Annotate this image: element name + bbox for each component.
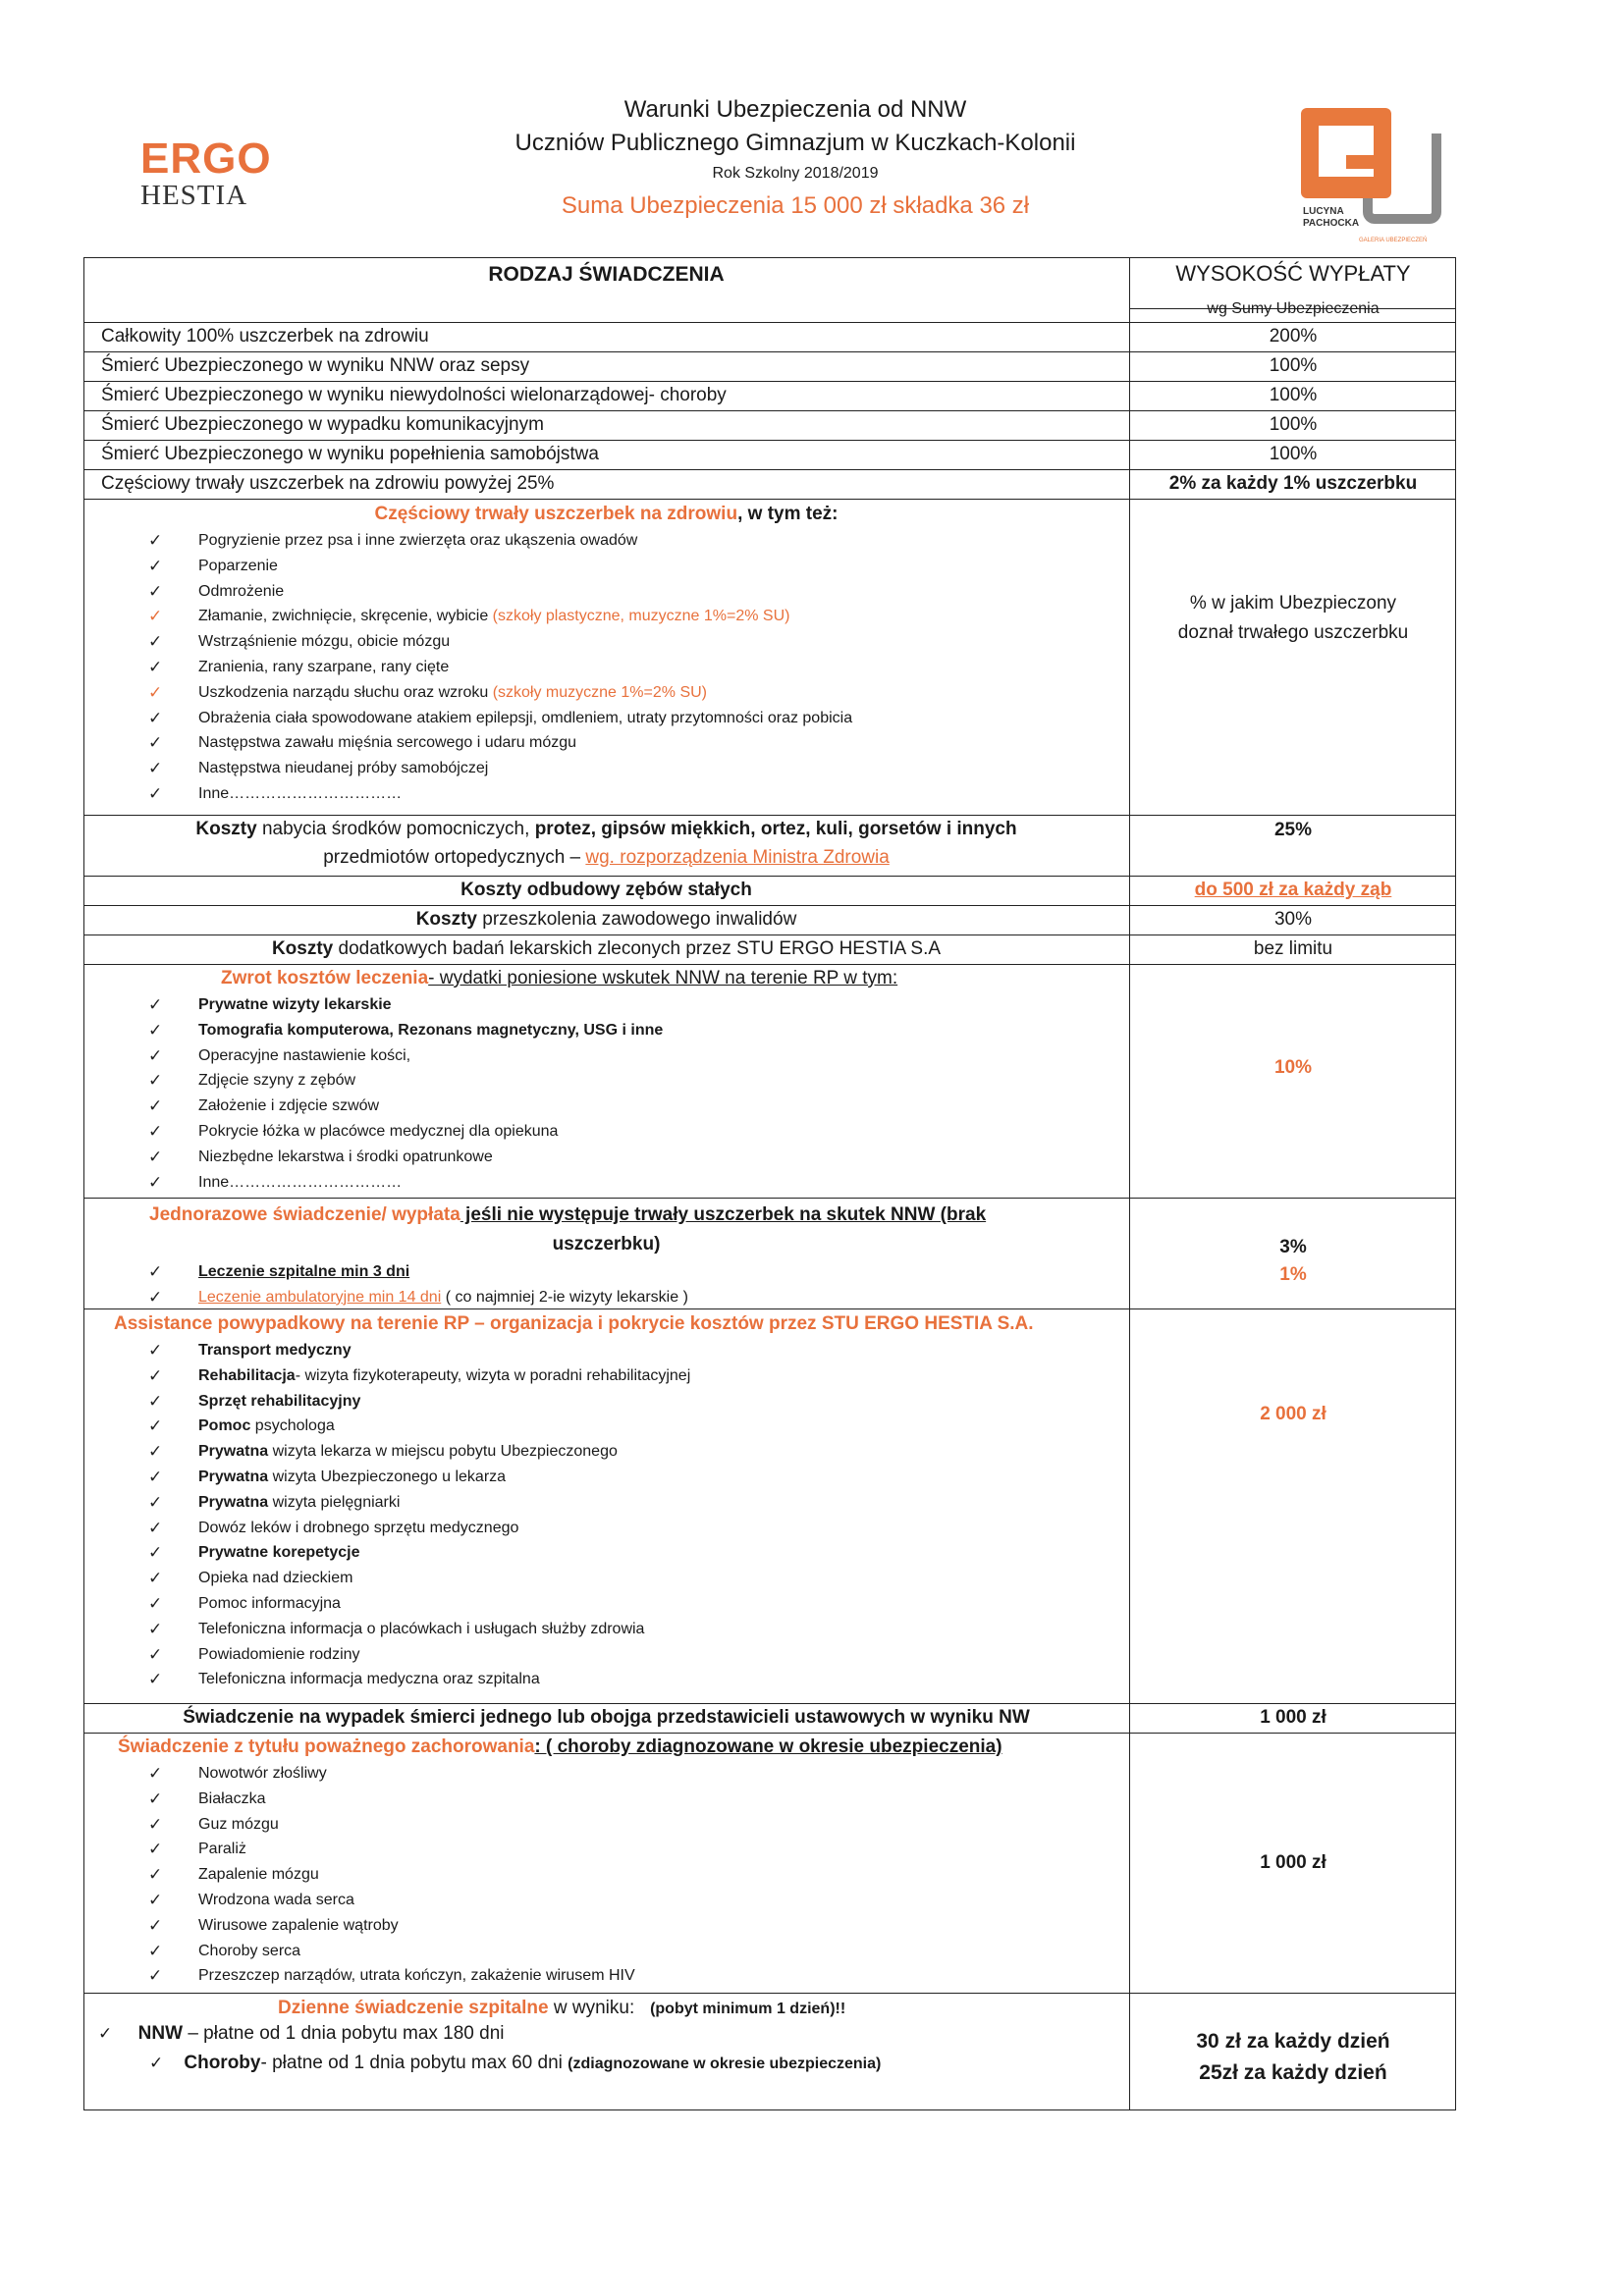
tests-label: Koszty dodatkowych badań lekarskich zleconych przez STU ERGO HESTIA S.A	[271, 938, 942, 959]
row-label: Śmierć Ubezpieczonego w wyniku niewydolności wielonarządowej- choroby	[101, 385, 727, 405]
column-header-benefit-type: RODZAJ ŚWIADCZENIA	[488, 263, 725, 286]
checkmark-icon: ✓	[148, 531, 163, 550]
section-heading-treatment: Zwrot kosztów leczenia- wydatki poniesione wskutek NNW na terenie RP w tym:	[221, 968, 898, 988]
row-label: Śmierć Ubezpieczonego w wyniku NNW oraz sepsy	[101, 355, 530, 376]
row-value: 100%	[1269, 355, 1318, 376]
row-label: Śmierć Ubezpieczonego w wypadku komunikacyjnym	[101, 414, 544, 435]
broker-name: LUCYNA PACHOCKA	[1303, 206, 1360, 229]
illness-value: 1 000 zł	[1260, 1852, 1326, 1873]
checkmark-icon: ✓	[148, 759, 163, 778]
checkmark-icon: ✓	[148, 1840, 163, 1859]
broker-subtitle: GALERIA UBEZPIECZEŃ	[1359, 238, 1428, 243]
tests-value: bez limitu	[1253, 938, 1333, 959]
checkmark-icon: ✓	[148, 1121, 163, 1141]
broker-logo-g-shape	[1301, 108, 1391, 198]
checkmark-icon: ✓	[148, 1814, 163, 1834]
teeth-value: do 500 zł za każdy ząb	[1194, 880, 1392, 900]
section-heading-oneoff: Jednorazowe świadczenie/ wypłata jeśli nie występuje trwały uszczerbek na skutek NNW (brak	[149, 1204, 987, 1225]
partial-injury-value: % w jakim Ubezpieczony doznał trwałego uszczerbku	[1177, 593, 1409, 643]
section-heading-partial-injury: Częściowy trwały uszczerbek na zdrowiu, w tym też:	[374, 504, 839, 524]
document-title	[432, 93, 1159, 225]
title-line-2: Uczniów Publicznego Gimnazjum w Kuczkach-Kolonii	[514, 130, 1076, 156]
checkmark-icon: ✓	[148, 1890, 163, 1909]
checkmark-icon: ✓	[148, 1391, 163, 1411]
checkmark-icon: ✓	[148, 1416, 163, 1436]
ergo-hestia-logo	[140, 134, 278, 211]
checkmark-icon: ✓	[148, 1341, 163, 1360]
checkmark-icon: ✓	[148, 1096, 163, 1116]
checkmark-icon: ✓	[148, 632, 163, 652]
checkmark-icon: ✓	[148, 1619, 163, 1638]
checkmark-icon: ✓	[148, 556, 163, 575]
hospital-item-illness: ✓ Choroby- płatne od 1 dnia pobytu max 60 dni (zdiagnozowane w okresie ubezpieczenia)	[149, 2053, 882, 2073]
checkmark-icon: ✓	[148, 1593, 163, 1613]
checkmark-icon: ✓	[148, 708, 163, 727]
row-value: 100%	[1269, 444, 1318, 464]
ortho-line-2: przedmiotów ortopedycznych – wg. rozporządzenia Ministra Zdrowia	[323, 847, 890, 868]
checkmark-icon: ✓	[148, 1569, 163, 1588]
checkmark-icon: ✓	[148, 1147, 163, 1166]
checkmark-icon: ✓	[148, 1045, 163, 1065]
hospital-value-1: 30 zł za każdy dzień	[1196, 2030, 1390, 2053]
checkmark-icon: ✓	[148, 1966, 163, 1986]
row-label: Śmierć Ubezpieczonego w wyniku popełnienia samobójstwa	[101, 444, 599, 464]
school-year: Rok Szkolny 2018/2019	[712, 165, 879, 182]
column-divider	[1129, 257, 1130, 2110]
hospital-item-nnw: ✓ NNW – płatne od 1 dnia pobytu max 180 dni	[98, 2023, 505, 2044]
checkmark-icon: ✓	[148, 1442, 163, 1462]
retrain-label: Koszty przeszkolenia zawodowego inwalidów	[415, 909, 797, 930]
checkmark-icon: ✓	[148, 1543, 163, 1563]
checkmark-icon: ✓	[148, 607, 163, 626]
row-value: 200%	[1269, 326, 1318, 347]
checkmark-icon: ✓	[148, 1071, 163, 1091]
ergo-logo-word: ERGO	[140, 134, 272, 183]
oneoff-value-2: 1%	[1279, 1264, 1307, 1285]
parent-death-value: 1 000 zł	[1260, 1707, 1326, 1728]
checkmark-icon: ✓	[148, 783, 163, 803]
checkmark-icon: ✓	[148, 1365, 163, 1385]
hospital-value-2: 25zł za każdy dzień	[1199, 2061, 1387, 2084]
checkmark-icon: ✓	[148, 1789, 163, 1808]
oneoff-value-1: 3%	[1279, 1237, 1307, 1257]
checkmark-icon: ✓	[148, 1915, 163, 1935]
treatment-value: 10%	[1273, 1057, 1313, 1078]
ortho-line-1: Koszty nabycia środków pomocniczych, protez, gipsów miękkich, ortez, kuli, gorsetów i innych	[195, 819, 1017, 839]
hestia-logo-word: HESTIA	[140, 180, 248, 211]
checkmark-icon: ✓	[148, 995, 163, 1014]
checkmark-icon: ✓	[98, 2024, 113, 2043]
checkmark-icon: ✓	[148, 1467, 163, 1486]
column-header-payout: WYSOKOŚĆ WYPŁATY	[1175, 261, 1411, 286]
checkmark-icon: ✓	[148, 1020, 163, 1040]
ortho-value: 25%	[1273, 820, 1313, 840]
checkmark-icon: ✓	[148, 1262, 163, 1281]
checkmark-icon: ✓	[148, 1172, 163, 1192]
row-label: Częściowy trwały uszczerbek na zdrowiu powyżej 25%	[101, 473, 555, 494]
column-subheader-payout: wg Sumy Ubezpieczenia	[1207, 300, 1380, 317]
checkmark-icon: ✓	[148, 1865, 163, 1885]
row-label: Całkowity 100% uszczerbek na zdrowiu	[101, 326, 429, 347]
checkmark-icon: ✓	[149, 2054, 164, 2072]
broker-logo	[1298, 98, 1480, 255]
checkmark-icon: ✓	[148, 657, 163, 676]
section-heading-illness: Świadczenie z tytułu poważnego zachorowania: ( choroby zdiagnozowane w okresie ubezpieczenia)	[118, 1736, 1002, 1757]
checkmark-icon: ✓	[148, 1518, 163, 1537]
sum-insured: Suma Ubezpieczenia 15 000 zł składka 36 zł	[561, 192, 1030, 219]
checkmark-icon: ✓	[148, 1764, 163, 1783]
retrain-value: 30%	[1273, 909, 1313, 930]
title-line-1: Warunki Ubezpieczenia od NNW	[623, 96, 967, 123]
checkmark-icon: ✓	[148, 1492, 163, 1512]
row-value: 100%	[1269, 414, 1318, 435]
section-heading-hospital: Dzienne świadczenie szpitalne w wyniku: (pobyt minimum 1 dzień)!!	[278, 1998, 846, 2018]
checkmark-icon: ✓	[148, 1644, 163, 1664]
checkmark-icon: ✓	[148, 733, 163, 753]
checkmark-icon: ✓	[148, 581, 163, 601]
row-value: 100%	[1269, 385, 1318, 405]
checkmark-icon: ✓	[148, 1670, 163, 1689]
row-value: 2% za każdy 1% uszczerbku	[1168, 473, 1418, 494]
parent-death-label: Świadczenie na wypadek śmierci jednego lub obojga przedstawicieli ustawowych w wyniku NW	[183, 1707, 1030, 1728]
section-heading-assistance: Assistance powypadkowy na terenie RP – organizacja i pokrycie kosztów przez STU ERGO HESTIA S.A.	[114, 1313, 1034, 1334]
teeth-label: Koszty odbudowy zębów stałych	[460, 880, 752, 900]
assistance-value: 2 000 zł	[1260, 1404, 1326, 1424]
checkmark-icon: ✓	[148, 682, 163, 702]
checkmark-icon: ✓	[148, 1287, 163, 1307]
oneoff-heading-line-2: uszczerbku)	[552, 1234, 661, 1255]
checkmark-icon: ✓	[148, 1941, 163, 1960]
